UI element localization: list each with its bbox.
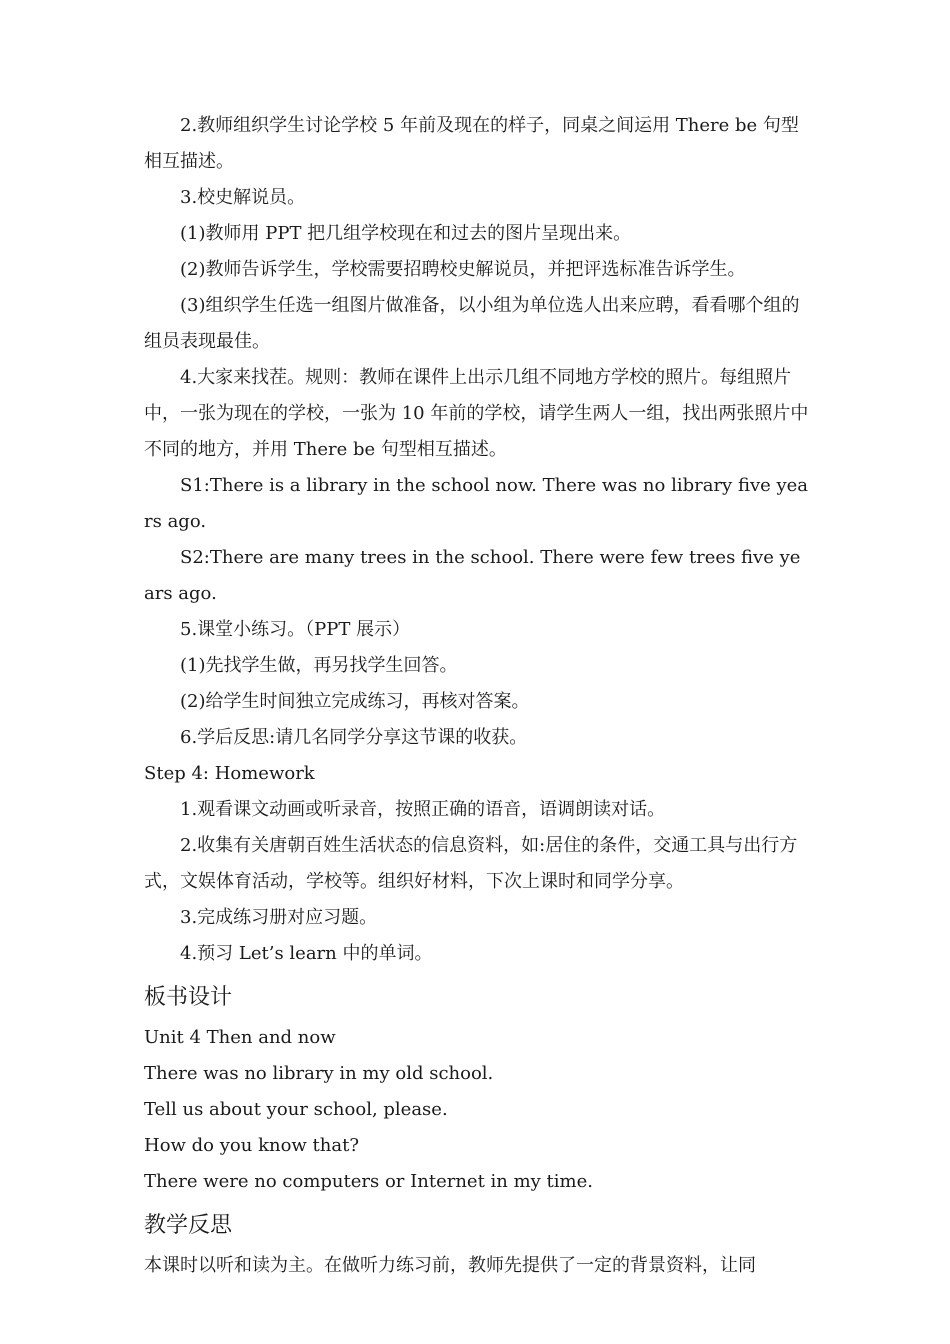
board-line: Unit 4 Then and now (144, 1027, 336, 1048)
reflection-text: 本课时以听和读为主。在做听力练习前，教师先提供了一定的背景资料，让同 (144, 1255, 756, 1276)
homework-item: 2.收集有关唐朝百姓生活状态的信息资料，如:居住的条件，交通工具与出行方式，文娱体育活动，学校等。组织好材料，下次上课时和同学分享。 (144, 835, 798, 892)
reflection-heading: 教学反思 (144, 1213, 233, 1238)
step-paragraph: 3.校史解说员。 (180, 187, 306, 208)
homework-title: Step 4: Homework (144, 763, 315, 784)
board-line: Tell us about your school, please. (144, 1099, 448, 1120)
step-paragraph: 2.教师组织学生讨论学校 5 年前及现在的样子，同桌之间运用 There be 句型相互描述。 (144, 115, 799, 172)
step-paragraph: 4.大家来找茬。规则：教师在课件上出示几组不同地方学校的照片。每组照片中，一张为现在的学校，一张为 10 年前的学校，请学生两人一组，找出两张照片中不同的地方，并用 There be 句型相互描述。 (144, 367, 809, 460)
step-paragraph: (2)给学生时间独立完成练习，再核对答案。 (180, 691, 530, 712)
homework-item: 1.观看课文动画或听录音，按照正确的语音，语调朗读对话。 (180, 799, 666, 820)
homework-item: 3.完成练习册对应习题。 (180, 907, 378, 928)
step-paragraph: (3)组织学生任选一组图片做准备，以小组为单位选人出来应聘，看看哪个组的组员表现最佳。 (144, 295, 800, 352)
step-paragraph: (1)教师用 PPT 把几组学校现在和过去的图片呈现出来。 (180, 223, 632, 244)
example-sentence: S2:There are many trees in the school. There were few trees five years ago. (144, 547, 801, 604)
board-design-heading: 板书设计 (144, 985, 233, 1010)
step-paragraph: 6.学后反思:请几名同学分享这节课的收获。 (180, 727, 528, 748)
board-line: How do you know that? (144, 1135, 359, 1156)
step-paragraph: (1)先找学生做，再另找学生回答。 (180, 655, 458, 676)
step-paragraph: (2)教师告诉学生，学校需要招聘校史解说员，并把评选标准告诉学生。 (180, 259, 746, 280)
board-line: There was no library in my old school. (144, 1063, 494, 1084)
board-line: There were no computers or Internet in my time. (144, 1171, 593, 1192)
homework-item: 4.预习 Let’s learn 中的单词。 (180, 943, 433, 964)
example-sentence: S1:There is a library in the school now. There was no library five years ago. (144, 475, 809, 532)
document-page (144, 108, 810, 1284)
step-paragraph: 5.课堂小练习。（PPT 展示） (180, 619, 411, 640)
